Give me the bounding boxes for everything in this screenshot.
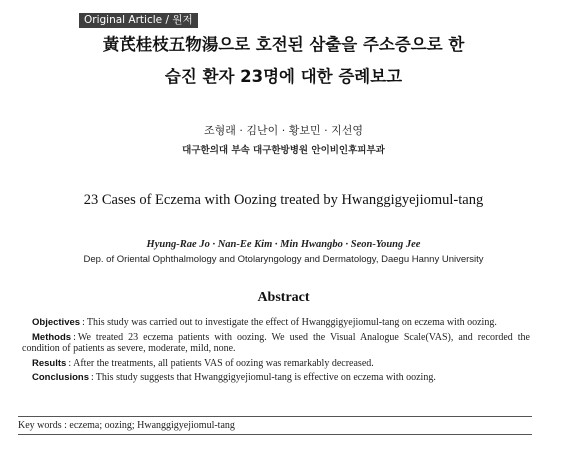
methods-separator: : <box>73 331 76 343</box>
methods-paragraph <box>22 332 530 355</box>
korean-title-line-2: 습진 환자 23명에 대한 증례보고 <box>164 67 403 86</box>
conclusions-separator: : <box>91 372 94 384</box>
keywords-top-divider <box>18 416 532 417</box>
english-authors: Hyung-Rae Jo · Nan-Ee Kim · Min Hwangbo · Seon-Young Jee <box>146 239 421 250</box>
korean-affiliation: 대구한의대 부속 대구한방병원 안이비인후피부과 <box>182 145 385 156</box>
keywords-text: eczema; oozing; Hwanggigyejiomul-tang <box>69 420 235 431</box>
english-title: 23 Cases of Eczema with Oozing treated by Hwanggigyejiomul-tang <box>83 192 484 208</box>
keywords-bottom-divider <box>18 434 532 435</box>
keywords-line <box>18 419 532 432</box>
objectives-paragraph <box>22 317 530 329</box>
article-type-badge: Original Article / 원저 <box>79 13 198 28</box>
abstract-body <box>22 317 530 387</box>
conclusions-label: Conclusions <box>32 372 90 384</box>
results-text: After the treatments, all patients VAS of oozing was remarkably decreased. <box>73 357 374 369</box>
results-label: Results <box>32 357 67 369</box>
objectives-label: Objectives <box>32 317 81 328</box>
objectives-text: This study was carried out to investigate the effect of Hwanggigyejiomul-tang on eczema with oozing. <box>86 317 497 328</box>
korean-title-line-1: 黃芪桂枝五物湯으로 호전된 삼출을 주소증으로 한 <box>102 35 465 54</box>
korean-authors: 조형래 · 김난이 · 황보민 · 지선영 <box>204 124 363 137</box>
keywords-separator: : <box>64 420 67 431</box>
conclusions-paragraph <box>22 372 530 384</box>
methods-label: Methods <box>32 331 72 343</box>
objectives-separator: : <box>82 317 85 328</box>
results-separator: : <box>68 357 72 369</box>
english-affiliation: Dep. of Oriental Ophthalmology and Otolaryngology and Dermatology, Daegu Hanny University <box>83 254 484 265</box>
abstract-heading: Abstract <box>257 290 310 305</box>
results-paragraph <box>22 358 530 370</box>
keywords-label: Key words <box>18 420 62 431</box>
conclusions-text: This study suggests that Hwanggigyejiomul-tang is effective on eczema with oozing. <box>95 372 436 384</box>
methods-text: We treated 23 eczema patients with oozing. We used the Visual Analogue Scale(VAS), and recorded the condition of patients as severe, moderate, mild, none. <box>22 331 530 355</box>
